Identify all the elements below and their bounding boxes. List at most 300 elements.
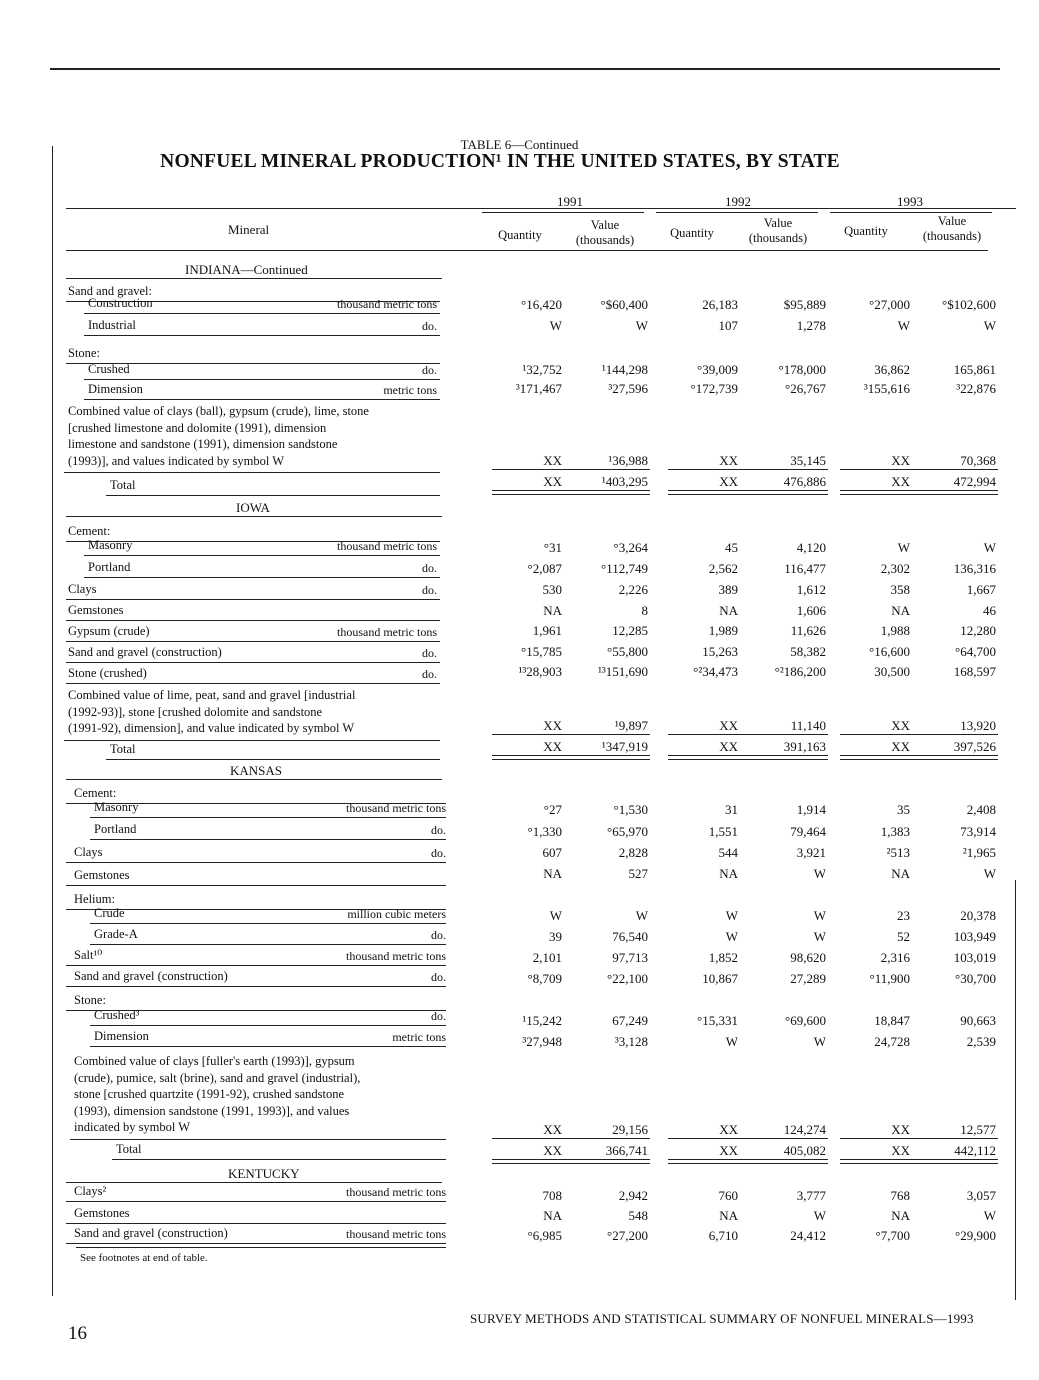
value-cell: W — [813, 1208, 826, 1223]
value-cell: 45 — [725, 540, 738, 555]
label-underline — [64, 740, 440, 741]
subtotal-rule — [738, 734, 828, 735]
unit-label: do. — [422, 646, 437, 660]
label-underline — [90, 923, 446, 924]
value-cell: XX — [719, 718, 738, 733]
state-heading: INDIANA—Continued — [185, 262, 308, 277]
value-cell: °2,087 — [527, 561, 562, 576]
label-underline — [66, 1243, 446, 1244]
label-underline — [90, 839, 446, 840]
label-underline — [66, 1201, 446, 1202]
value-cell: 116,477 — [784, 561, 826, 576]
value-cell: W — [813, 908, 826, 923]
value-cell: °55,800 — [607, 644, 648, 659]
mineral-label: Portland — [94, 822, 137, 836]
total-label: Total — [110, 742, 136, 756]
total-double-rule — [560, 494, 650, 495]
total-double-rule — [560, 1159, 650, 1160]
total-double-rule — [492, 494, 562, 495]
value-cell: 1,383 — [880, 824, 910, 839]
total-double-rule — [492, 1159, 562, 1160]
value-cell: NA — [543, 866, 562, 881]
value-cell: °1,330 — [527, 824, 562, 839]
table-title: NONFUEL MINERAL PRODUCTION¹ IN THE UNITED STATES, BY STATE — [160, 151, 840, 172]
value-cell: 1,551 — [708, 824, 738, 839]
unit-label: metric tons — [383, 383, 437, 397]
value-cell: ³27,596 — [608, 381, 648, 396]
label-underline — [66, 662, 440, 663]
value-cell: 530 — [542, 582, 562, 597]
year-1992: 1992 — [725, 194, 751, 209]
value-cell: °65,970 — [607, 824, 648, 839]
table-caption: TABLE 6—Continued — [460, 137, 579, 152]
label-underline — [66, 683, 440, 684]
mineral-label: Stone (crushed) — [68, 666, 147, 680]
value-cell: W — [813, 1034, 826, 1049]
subtotal-rule — [908, 734, 998, 735]
total-label: Total — [116, 1142, 142, 1156]
value-cell: 760 — [718, 1188, 738, 1203]
unit-label: do. — [422, 363, 437, 377]
state-heading: IOWA — [236, 500, 270, 515]
total-double-rule — [668, 494, 738, 495]
mineral-label: Sand and gravel (construction) — [68, 645, 222, 659]
combined-value-label: Combined value of clays [fuller's earth (1993)], gypsum (crude), pumice, salt (brine), sand and gravel (industrial), stone [crushed quartzite (1991-92), crushed sandstone (1993), dimension sandstone (1991, 1993)], and values indicated by symbol W — [74, 1054, 361, 1134]
value-cell: XX — [719, 1122, 738, 1137]
value-cell: 36,862 — [874, 362, 910, 377]
value-cell: W — [635, 908, 648, 923]
total-double-rule — [492, 490, 562, 491]
mineral-label: Crushed — [88, 362, 130, 376]
mineral-label: Cement: — [74, 786, 117, 800]
unit-label: do. — [422, 561, 437, 575]
value-cell: XX — [891, 739, 910, 754]
mineral-label: Masonry — [88, 538, 133, 552]
value-cell: °15,785 — [521, 644, 562, 659]
subtotal-rule — [668, 469, 738, 470]
value-cell: °²34,473 — [693, 664, 738, 679]
footnote-rule — [76, 1247, 446, 1248]
mineral-label: Gemstones — [74, 868, 130, 882]
year-1993: 1993 — [897, 194, 923, 209]
total-double-rule — [492, 755, 562, 756]
value-cell: 165,861 — [953, 362, 996, 377]
label-underline — [66, 1223, 446, 1224]
value-cell: 15,263 — [702, 644, 738, 659]
value-cell: 27,289 — [790, 971, 826, 986]
value-cell: °$60,400 — [600, 297, 648, 312]
value-cell: W — [635, 318, 648, 333]
mineral-label: Dimension — [88, 382, 143, 396]
label-underline — [66, 965, 446, 966]
value-cell: 70,368 — [960, 453, 996, 468]
subtotal-rule — [560, 734, 650, 735]
value-cell: ³3,128 — [614, 1034, 648, 1049]
value-cell: 73,914 — [960, 824, 996, 839]
total-double-rule — [908, 755, 998, 756]
value-cell: 1,667 — [966, 582, 996, 597]
value-cell: 2,562 — [708, 561, 738, 576]
value-cell: XX — [891, 474, 910, 489]
label-underline — [66, 986, 446, 987]
subtotal-rule — [668, 734, 738, 735]
unit-label: metric tons — [392, 1030, 446, 1044]
total-double-rule — [560, 490, 650, 491]
value-cell: 79,464 — [790, 824, 826, 839]
value-cell: 103,949 — [953, 929, 996, 944]
quantity-header-1992: Quantity — [670, 226, 714, 240]
value-cell: W — [983, 866, 996, 881]
value-cell: ³171,467 — [515, 381, 562, 396]
state-underline — [66, 1182, 442, 1183]
mineral-label: Industrial — [88, 318, 136, 332]
total-double-rule — [492, 1163, 562, 1164]
total-double-rule — [840, 490, 910, 491]
label-underline — [106, 759, 440, 760]
total-double-rule — [738, 1159, 828, 1160]
value-cell: NA — [719, 866, 738, 881]
value-cell: ¹36,988 — [608, 453, 648, 468]
mineral-label: Crushed³ — [94, 1008, 140, 1022]
label-underline — [112, 1159, 446, 1160]
subtotal-rule — [492, 469, 562, 470]
label-underline — [66, 641, 440, 642]
value-cell: 8 — [641, 603, 648, 618]
value-cell: XX — [719, 453, 738, 468]
value-cell: 476,886 — [783, 474, 826, 489]
subtotal-rule — [908, 469, 998, 470]
state-underline — [66, 278, 442, 279]
value-cell: W — [813, 929, 826, 944]
value-cell: ¹347,919 — [601, 739, 648, 754]
value-cell: 6,710 — [708, 1228, 738, 1243]
value-label: Value — [763, 216, 793, 230]
mineral-label: Construction — [88, 296, 153, 310]
value-cell: 2,101 — [532, 950, 562, 965]
value-cell: NA — [891, 866, 910, 881]
value-cell: 12,280 — [960, 623, 996, 638]
value-cell: ³155,616 — [863, 381, 910, 396]
value-cell: 2,942 — [618, 1188, 648, 1203]
value-cell: 97,713 — [612, 950, 648, 965]
value-cell: 2,828 — [618, 845, 648, 860]
mineral-label: Salt¹⁰ — [74, 948, 103, 962]
unit-label: do. — [422, 583, 437, 597]
value-cell: 31 — [725, 802, 738, 817]
value-cell: 405,082 — [783, 1143, 826, 1158]
value-cell: W — [983, 318, 996, 333]
unit-label: thousand metric tons — [346, 1185, 446, 1199]
mineral-label: Cement: — [68, 524, 111, 538]
value-cell: 768 — [890, 1188, 910, 1203]
value-cell: W — [897, 540, 910, 555]
value-cell: 607 — [542, 845, 562, 860]
unit-label: thousand metric tons — [337, 625, 437, 639]
label-underline — [66, 862, 446, 863]
total-double-rule — [668, 490, 738, 491]
value-cell: NA — [543, 603, 562, 618]
unit-label: do. — [422, 667, 437, 681]
mineral-header: Mineral — [228, 222, 270, 237]
value-cell: 30,500 — [874, 664, 910, 679]
mineral-label: Gemstones — [74, 1206, 130, 1220]
value-cell: 20,378 — [960, 908, 996, 923]
unit-label: do. — [431, 1009, 446, 1023]
value-cell: XX — [543, 739, 562, 754]
value-cell: W — [725, 1034, 738, 1049]
value-cell: ¹³28,903 — [518, 664, 562, 679]
value-cell: ¹144,298 — [601, 362, 648, 377]
value-cell: °1,530 — [613, 802, 648, 817]
total-double-rule — [908, 1159, 998, 1160]
value-cell: 107 — [718, 318, 738, 333]
value-cell: XX — [891, 718, 910, 733]
value-cell: W — [725, 929, 738, 944]
subtotal-rule — [840, 734, 910, 735]
unit-label: do. — [431, 846, 446, 860]
label-underline — [84, 577, 440, 578]
value-cell: 35 — [897, 802, 910, 817]
label-underline — [84, 399, 440, 400]
subtotal-rule — [840, 469, 910, 470]
value-cell: 1,988 — [880, 623, 910, 638]
label-underline — [106, 495, 440, 496]
total-double-rule — [668, 1163, 738, 1164]
value-cell: 11,626 — [790, 623, 826, 638]
value-cell: 58,382 — [790, 644, 826, 659]
value-cell: °7,700 — [875, 1228, 910, 1243]
value-cell: ¹32,752 — [522, 362, 562, 377]
value-cell: 23 — [897, 908, 910, 923]
value-cell: 2,226 — [618, 582, 648, 597]
value-cell: 10,867 — [702, 971, 738, 986]
value-cell: °11,900 — [869, 971, 910, 986]
value-cell: °64,700 — [955, 644, 996, 659]
value-cell: 13,920 — [960, 718, 996, 733]
total-double-rule — [840, 1159, 910, 1160]
value-cell: °²186,200 — [774, 664, 826, 679]
value-cell: XX — [719, 739, 738, 754]
value-cell: NA — [891, 603, 910, 618]
total-label: Total — [110, 478, 136, 492]
value-cell: 1,612 — [796, 582, 826, 597]
value-cell: 397,526 — [953, 739, 996, 754]
value-cell: 2,316 — [880, 950, 910, 965]
label-underline — [84, 379, 440, 380]
subtotal-rule — [738, 469, 828, 470]
total-double-rule — [560, 755, 650, 756]
mineral-label: Portland — [88, 560, 131, 574]
value-cell: °3,264 — [613, 540, 648, 555]
value-cell: °$102,600 — [942, 297, 996, 312]
value-cell: 1,852 — [708, 950, 738, 965]
value-cell: °16,600 — [869, 644, 910, 659]
mineral-label: Clays — [74, 845, 103, 859]
value-cell: 366,741 — [605, 1143, 648, 1158]
value-cell: 67,249 — [612, 1013, 648, 1028]
total-double-rule — [738, 490, 828, 491]
mineral-label: Gypsum (crude) — [68, 624, 150, 638]
value-cell: XX — [719, 1143, 738, 1158]
value-cell: W — [983, 1208, 996, 1223]
total-double-rule — [492, 759, 562, 760]
value-cell: W — [725, 908, 738, 923]
total-double-rule — [738, 1163, 828, 1164]
label-underline — [84, 335, 440, 336]
value-cell: 18,847 — [874, 1013, 910, 1028]
total-double-rule — [738, 759, 828, 760]
value-cell: ³27,948 — [522, 1034, 562, 1049]
combined-value-label: Combined value of lime, peat, sand and gravel [industrial (1992-93)], stone [crushed dolomite and sandstone (1991-92), dimension], and value indicated by symbol W — [68, 688, 356, 735]
label-underline — [66, 885, 446, 886]
value-cell: 3,057 — [966, 1188, 996, 1203]
mineral-label: Clays — [68, 582, 97, 596]
thousands-label: (thousands) — [748, 231, 808, 245]
value-cell: °26,767 — [785, 381, 826, 396]
value-cell: 1,606 — [796, 603, 826, 618]
value-cell: 11,140 — [790, 718, 826, 733]
unit-label: do. — [422, 319, 437, 333]
value-cell: °15,331 — [697, 1013, 738, 1028]
state-heading: KENTUCKY — [228, 1166, 300, 1181]
total-double-rule — [738, 494, 828, 495]
value-cell: °178,000 — [778, 362, 826, 377]
page-number: 16 — [68, 1323, 87, 1344]
mineral-label: Sand and gravel (construction) — [74, 969, 228, 983]
value-cell: 35,145 — [790, 453, 826, 468]
unit-label: do. — [431, 928, 446, 942]
value-cell: 29,156 — [612, 1122, 648, 1137]
mineral-label: Grade-A — [94, 927, 138, 941]
footnote: See footnotes at end of table. — [80, 1252, 208, 1264]
value-cell: XX — [543, 718, 562, 733]
unit-label: thousand metric tons — [346, 1227, 446, 1241]
value-cell: ¹9,897 — [614, 718, 648, 733]
total-double-rule — [668, 759, 738, 760]
label-underline — [70, 1139, 446, 1140]
total-double-rule — [668, 1159, 738, 1160]
subtotal-rule — [560, 469, 650, 470]
value-cell: °29,900 — [955, 1228, 996, 1243]
value-cell: °112,749 — [601, 561, 648, 576]
total-double-rule — [840, 1163, 910, 1164]
total-double-rule — [908, 759, 998, 760]
subtotal-rule — [492, 1138, 562, 1139]
value-cell: 1,989 — [708, 623, 738, 638]
mineral-label: Dimension — [94, 1029, 149, 1043]
unit-label: million cubic meters — [347, 907, 446, 921]
value-cell: 442,112 — [954, 1143, 996, 1158]
mineral-label: Sand and gravel (construction) — [74, 1226, 228, 1240]
value-cell: 3,777 — [796, 1188, 826, 1203]
unit-label: do. — [431, 823, 446, 837]
value-cell: 12,285 — [612, 623, 648, 638]
unit-label: do. — [431, 970, 446, 984]
unit-label: thousand metric tons — [346, 949, 446, 963]
value-cell: 26,183 — [702, 297, 738, 312]
value-cell: 2,539 — [966, 1034, 996, 1049]
value-cell: XX — [543, 474, 562, 489]
value-cell: °31 — [543, 540, 562, 555]
value-cell: ²513 — [886, 845, 910, 860]
value-cell: 1,278 — [796, 318, 826, 333]
mineral-label: Stone: — [68, 346, 100, 360]
value-cell: 2,408 — [966, 802, 996, 817]
total-double-rule — [908, 494, 998, 495]
total-double-rule — [840, 494, 910, 495]
value-cell: XX — [543, 1122, 562, 1137]
total-double-rule — [908, 490, 998, 491]
value-cell: 391,163 — [783, 739, 826, 754]
value-cell: 389 — [718, 582, 738, 597]
value-cell: 124,274 — [783, 1122, 826, 1137]
value-cell: 90,663 — [960, 1013, 996, 1028]
total-double-rule — [908, 1163, 998, 1164]
label-underline — [66, 620, 440, 621]
label-underline — [66, 599, 440, 600]
subtotal-rule — [738, 1138, 828, 1139]
state-heading: KANSAS — [230, 763, 283, 778]
mineral-label: Masonry — [94, 800, 139, 814]
value-cell: NA — [543, 1208, 562, 1223]
value-cell: ²1,965 — [962, 845, 996, 860]
total-double-rule — [668, 755, 738, 756]
value-cell: °27,200 — [607, 1228, 648, 1243]
value-cell: °27,000 — [869, 297, 910, 312]
thousands-label: (thousands) — [922, 229, 982, 243]
value-cell: 24,412 — [790, 1228, 826, 1243]
value-cell: ³22,876 — [956, 381, 996, 396]
value-cell: W — [549, 318, 562, 333]
year-1991: 1991 — [557, 194, 583, 209]
value-cell: 136,316 — [953, 561, 996, 576]
subtotal-rule — [908, 1138, 998, 1139]
value-cell: 2,302 — [880, 561, 910, 576]
value-cell: 46 — [983, 603, 996, 618]
value-cell: 52 — [897, 929, 910, 944]
quantity-header-1993: Quantity — [844, 224, 888, 238]
value-cell: ¹15,242 — [522, 1013, 562, 1028]
value-cell: 544 — [718, 845, 738, 860]
value-cell: W — [897, 318, 910, 333]
value-cell: NA — [719, 1208, 738, 1223]
subtotal-rule — [560, 1138, 650, 1139]
value-cell: 358 — [890, 582, 910, 597]
value-cell: NA — [719, 603, 738, 618]
mineral-label: Crude — [94, 906, 125, 920]
mineral-label: Stone: — [74, 993, 106, 1007]
value-cell: XX — [891, 1122, 910, 1137]
value-cell: 39 — [549, 929, 562, 944]
value-cell: NA — [891, 1208, 910, 1223]
combined-value-label: Combined value of clays (ball), gypsum (crude), lime, stone [crushed limestone and dolomite (1991), dimension limestone and sandstone (1991), dimension sandstone (1993)], and values indicated by symbol W — [68, 404, 369, 468]
value-cell: 103,019 — [953, 950, 996, 965]
value-cell: XX — [719, 474, 738, 489]
value-cell: W — [983, 540, 996, 555]
unit-label: thousand metric tons — [337, 297, 437, 311]
label-underline — [90, 1025, 446, 1026]
value-cell: °8,709 — [527, 971, 562, 986]
value-cell: 472,994 — [953, 474, 996, 489]
value-cell: 527 — [628, 866, 648, 881]
total-double-rule — [560, 759, 650, 760]
label-underline — [90, 944, 446, 945]
label-underline — [90, 817, 446, 818]
total-double-rule — [560, 1163, 650, 1164]
value-cell: XX — [891, 1143, 910, 1158]
thousands-label: (thousands) — [575, 233, 635, 247]
value-cell: °16,420 — [521, 297, 562, 312]
